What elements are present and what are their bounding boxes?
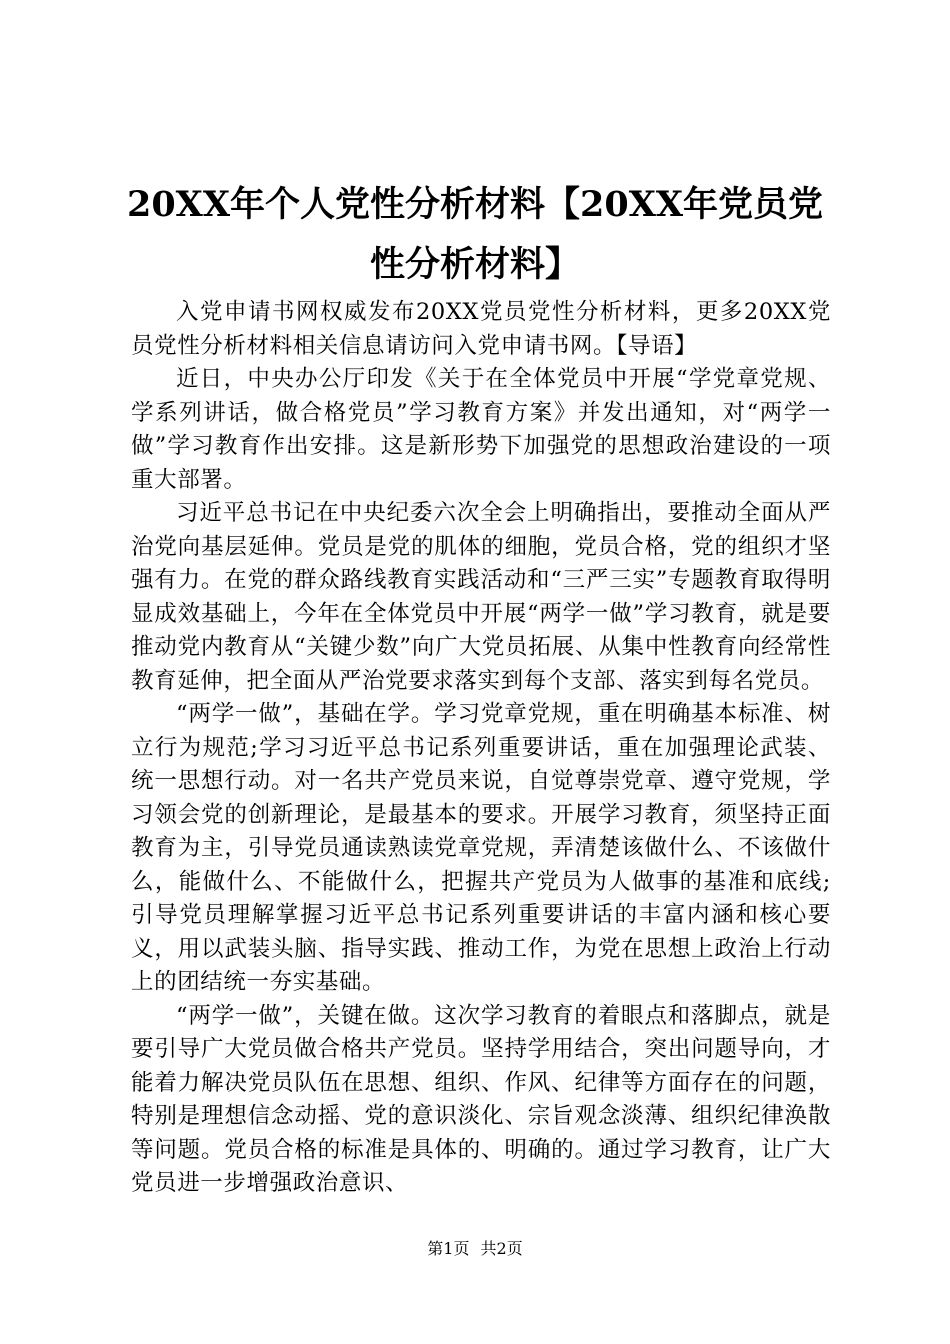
paragraph-learning: “两学一做”，基础在学。学习党章党规，重在明确基本标准、树立行为规范;学习习近平总书记系列重要讲话，重在加强理论武装、统一思想行动。对一名共产党员来说，自觉尊崇党章、遵守党规，学习领会党的创新理论，是最基本的要求。开展学习教育，须坚持正面教育为主，引导党员通读熟读党章党规，弄清楚该做什么、不该做什么，能做什么、不能做什么，把握共产党员为人做事的基准和底线;引导党员理解掌握习近平总书记系列重要讲话的丰富内涵和核心要义，用以武装头脑、指导实践、推动工作，为党在思想上政治上行动上的团结统一夯实基础。	[131, 701, 831, 995]
paragraph-notice: 近日，中央办公厅印发《关于在全体党员中开展“学党章党规、学系列讲话，做合格党员”学习教育方案》并发出通知，对“两学一做”学习教育作出安排。这是新形势下加强党的思想政治建设的一项重大部署。	[131, 366, 831, 493]
paragraph-intro: 入党申请书网权威发布20XX党员党性分析材料，更多20XX党员党性分析材料相关信息请访问入党申请书网。【导语】	[131, 299, 831, 359]
page-footer	[0, 1238, 950, 1260]
page-number: 第1页	[427, 1239, 470, 1258]
paragraph-xi-speech: 习近平总书记在中央纪委六次全会上明确指出，要推动全面从严治党向基层延伸。党员是党的肌体的细胞，党员合格，党的组织才坚强有力。在党的群众路线教育实践活动和“三严三实”专题教育取得明显成效基础上，今年在全体党员中开展“两学一做”学习教育，就是要推动党内教育从“关键少数”向广大党员拓展、从集中性教育向经常性教育延伸，把全面从严治党要求落实到每个支部、落实到每名党员。	[131, 500, 831, 694]
paragraph-doing: “两学一做”，关键在做。这次学习教育的着眼点和落脚点，就是要引导广大党员做合格共产党员。坚持学用结合，突出问题导向，才能着力解决党员队伍在思想、组织、作风、纪律等方面存在的问题，特别是理想信念动摇、党的意识淡化、宗旨观念淡薄、组织纪律涣散等问题。党员合格的标准是具体的、明确的。通过学习教育，让广大党员进一步增强政治意识、	[131, 1002, 831, 1196]
document-body	[131, 296, 831, 1201]
page-total: 共2页	[480, 1239, 523, 1258]
document-title: 20XX年个人党性分析材料【20XX年党员党性分析材料】	[126, 184, 824, 285]
